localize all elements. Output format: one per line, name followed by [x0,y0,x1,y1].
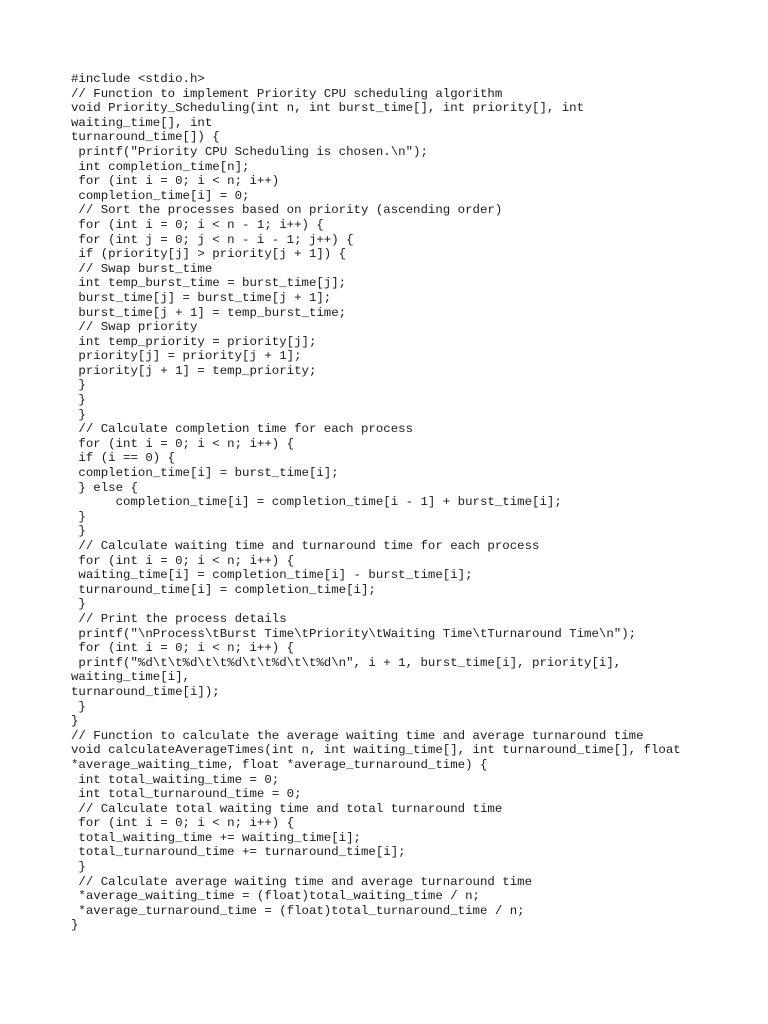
code-line: int total_turnaround_time = 0; [71,787,302,802]
code-line: } [71,597,86,612]
code-line: void calculateAverageTimes(int n, int waiting_time[], int turnaround_time[], float [71,743,681,758]
code-line: for (int i = 0; i < n; i++) { [71,816,295,831]
code-line: waiting_time[], int [71,115,213,130]
code-line: } [71,918,79,933]
code-line: total_turnaround_time += turnaround_time[i]; [71,845,406,860]
code-line: for (int i = 0; i < n; i++) { [71,641,295,656]
code-line: } [71,714,79,729]
code-line: *average_waiting_time = (float)total_waiting_time / n; [71,889,480,904]
code-line: // Calculate waiting time and turnaround time for each process [71,539,540,553]
code-line: printf("\nProcess\tBurst Time\tPriority\tWaiting Time\tTurnaround Time\n"); [71,626,637,641]
code-line: } else { [71,480,138,495]
code-line: for (int i = 0; i < n; i++) { [71,436,295,451]
code-line: int total_waiting_time = 0; [71,772,280,787]
code-line: } [71,524,86,539]
code-line: burst_time[j] = burst_time[j + 1]; [71,290,332,305]
code-line: turnaround_time[i]); [71,684,220,699]
code-line: int temp_burst_time = burst_time[j]; [71,276,347,291]
code-line: void Priority_Scheduling(int n, int burst_time[], int priority[], int [71,101,585,116]
code-line: // Function to calculate the average waiting time and average turnaround time [71,728,644,743]
code-line: if (priority[j] > priority[j + 1]) { [71,247,347,262]
code-line: // Swap priority [71,320,198,335]
code-line: total_waiting_time += waiting_time[i]; [71,830,361,845]
code-line: for (int i = 0; i < n; i++) [71,174,280,189]
code-line: for (int i = 0; i < n - 1; i++) { [71,217,324,232]
code-listing [71,72,751,933]
code-line: waiting_time[i], [71,670,190,685]
code-line: } [71,378,86,393]
code-line: for (int j = 0; j < n - i - 1; j++) { [71,232,354,247]
code-line: #include <stdio.h> [71,72,205,86]
code-line: // Calculate total waiting time and total turnaround time [71,801,503,816]
code-line: } [71,699,86,714]
code-line: } [71,509,86,524]
code-line: priority[j] = priority[j + 1]; [71,349,302,364]
code-line: printf("Priority CPU Scheduling is chosen.\n"); [71,144,428,159]
code-line: } [71,393,86,408]
code-line: *average_waiting_time, float *average_turnaround_time) { [71,757,488,772]
code-line: completion_time[i] = completion_time[i - 1] + burst_time[i]; [71,495,562,510]
code-line: // Calculate completion time for each process [71,422,414,437]
code-line: printf("%d\t\t%d\t\t%d\t\t%d\t\t%d\n", i + 1, burst_time[i], priority[i], [71,655,622,670]
code-line: turnaround_time[i] = completion_time[i]; [71,582,376,597]
code-line: burst_time[j + 1] = temp_burst_time; [71,305,347,320]
code-line: *average_turnaround_time = (float)total_turnaround_time / n; [71,903,525,918]
code-line: turnaround_time[]) { [71,130,220,145]
code-line: int completion_time[n]; [71,159,250,174]
code-line: int temp_priority = priority[j]; [71,334,317,349]
code-line: for (int i = 0; i < n; i++) { [71,553,295,568]
code-line: if (i == 0) { [71,451,176,466]
code-line: // Swap burst_time [71,261,213,276]
code-line: completion_time[i] = burst_time[i]; [71,466,339,481]
code-line: priority[j + 1] = temp_priority; [71,363,317,378]
code-line: completion_time[i] = 0; [71,188,250,203]
code-line: } [71,407,86,422]
code-line: // Function to implement Priority CPU scheduling algorithm [71,86,503,101]
code-line: // Print the process details [71,611,287,626]
code-line: waiting_time[i] = completion_time[i] - burst_time[i]; [71,568,473,583]
code-line: } [71,860,86,875]
code-line: // Sort the processes based on priority (ascending order) [71,203,503,218]
code-line: // Calculate average waiting time and average turnaround time [71,874,533,889]
